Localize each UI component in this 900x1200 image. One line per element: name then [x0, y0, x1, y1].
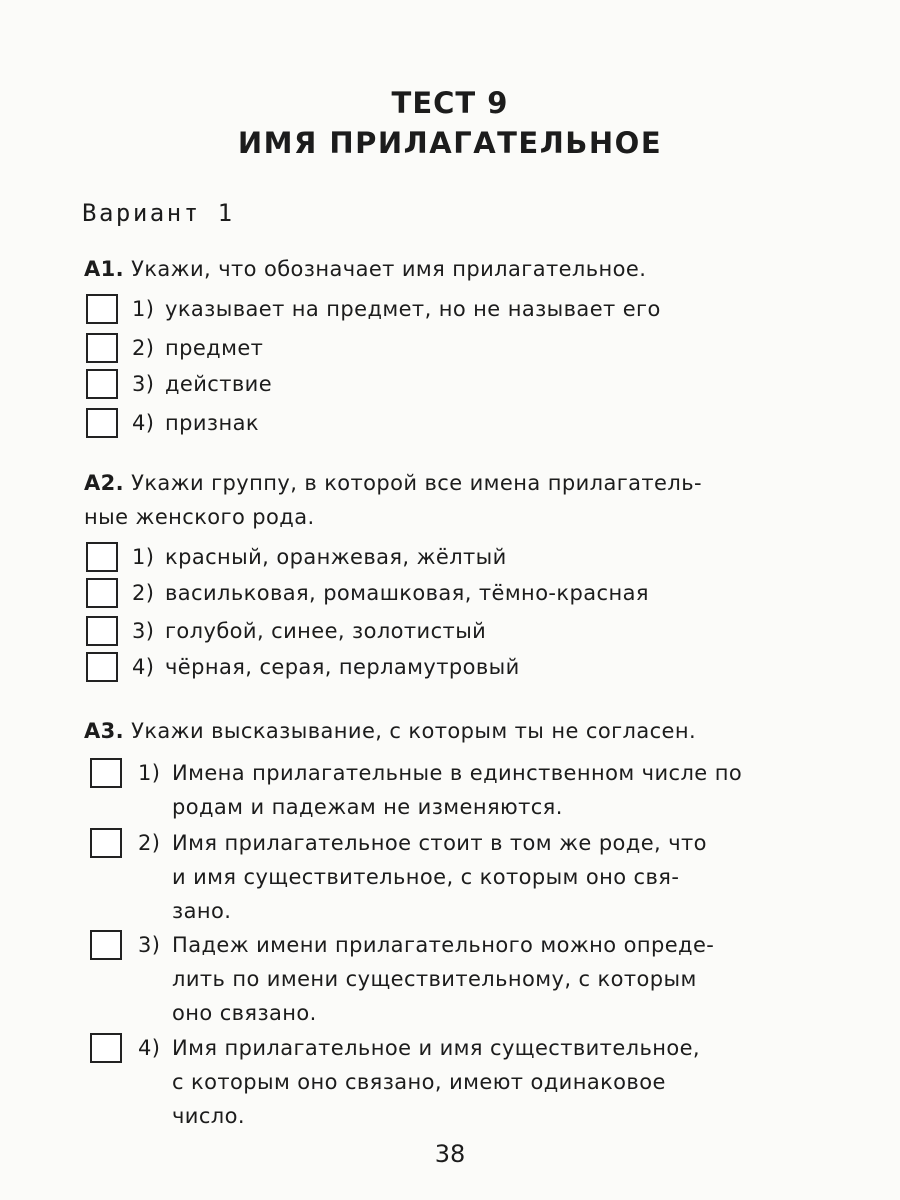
- option-text-line: Падеж имени прилагательного можно опреде-: [172, 933, 715, 957]
- option-number: 3): [132, 372, 155, 396]
- test-subtitle: ИМЯ ПРИЛАГАТЕЛЬНОЕ: [237, 126, 663, 160]
- answer-checkbox[interactable]: [86, 616, 118, 646]
- option-number: 3): [138, 933, 161, 957]
- page-number: 38: [434, 1140, 466, 1168]
- answer-checkbox[interactable]: [86, 408, 118, 438]
- answer-checkbox[interactable]: [90, 758, 122, 788]
- question-text: Укажи, что обозначает имя прилагательное.: [131, 257, 647, 281]
- option-number: 4): [132, 411, 155, 435]
- option-text-line: оно связано.: [172, 1001, 317, 1025]
- option-number: 2): [132, 581, 155, 605]
- option-text-line: лить по имени существительному, с которым: [172, 967, 697, 991]
- option-text-line: и имя существительное, с которым оно свя-: [172, 865, 680, 889]
- answer-checkbox[interactable]: [86, 542, 118, 572]
- question-text-line: ные женского рода.: [84, 505, 315, 529]
- option-text: васильковая, ромашковая, тёмно-красная: [165, 581, 649, 605]
- question-text-line: Укажи группу, в которой все имена прилагатель-: [131, 471, 702, 495]
- answer-checkbox[interactable]: [86, 369, 118, 399]
- option-text: чёрная, серая, перламутровый: [165, 655, 520, 679]
- question-text: Укажи высказывание, с которым ты не согласен.: [131, 719, 697, 743]
- option-number: 1): [132, 297, 155, 321]
- question-a3: [84, 714, 854, 748]
- option-text: действие: [165, 372, 273, 396]
- question-number: А1.: [84, 257, 125, 281]
- option-text-line: Имя прилагательное и имя существительное,: [172, 1036, 701, 1060]
- question-number: А3.: [84, 719, 125, 743]
- option-number: 3): [132, 619, 155, 643]
- option-text: [172, 1031, 862, 1133]
- option-number: 1): [138, 761, 161, 785]
- answer-checkbox[interactable]: [86, 578, 118, 608]
- option-number: 2): [132, 336, 155, 360]
- test-title: ТЕСТ 9: [391, 86, 509, 120]
- option-text: [172, 928, 862, 1030]
- option-text-line: Имена прилагательные в единственном числе по: [172, 761, 743, 785]
- variant-label: Вариант 1: [82, 199, 235, 227]
- option-text: указывает на предмет, но не называет его: [165, 297, 661, 321]
- option-number: 1): [132, 545, 155, 569]
- answer-checkbox[interactable]: [86, 294, 118, 324]
- option-text: голубой, синее, золотистый: [165, 619, 487, 643]
- answer-checkbox[interactable]: [86, 333, 118, 363]
- option-text-line: Имя прилагательное стоит в том же роде, что: [172, 831, 707, 855]
- question-number: А2.: [84, 471, 125, 495]
- option-text: [172, 826, 862, 928]
- option-number: 4): [132, 655, 155, 679]
- option-text-line: родам и падежам не изменяются.: [172, 795, 563, 819]
- answer-checkbox[interactable]: [90, 1033, 122, 1063]
- question-a1: [84, 252, 854, 286]
- option-text-line: зано.: [172, 899, 232, 923]
- answer-checkbox[interactable]: [90, 828, 122, 858]
- option-text: признак: [165, 411, 259, 435]
- option-text: [172, 756, 862, 824]
- option-text: предмет: [165, 336, 264, 360]
- question-a2: [84, 466, 854, 534]
- option-number: 2): [138, 831, 161, 855]
- option-number: 4): [138, 1036, 161, 1060]
- option-text: красный, оранжевая, жёлтый: [165, 545, 507, 569]
- answer-checkbox[interactable]: [90, 930, 122, 960]
- answer-checkbox[interactable]: [86, 652, 118, 682]
- option-text-line: число.: [172, 1104, 245, 1128]
- option-text-line: с которым оно связано, имеют одинаковое: [172, 1070, 666, 1094]
